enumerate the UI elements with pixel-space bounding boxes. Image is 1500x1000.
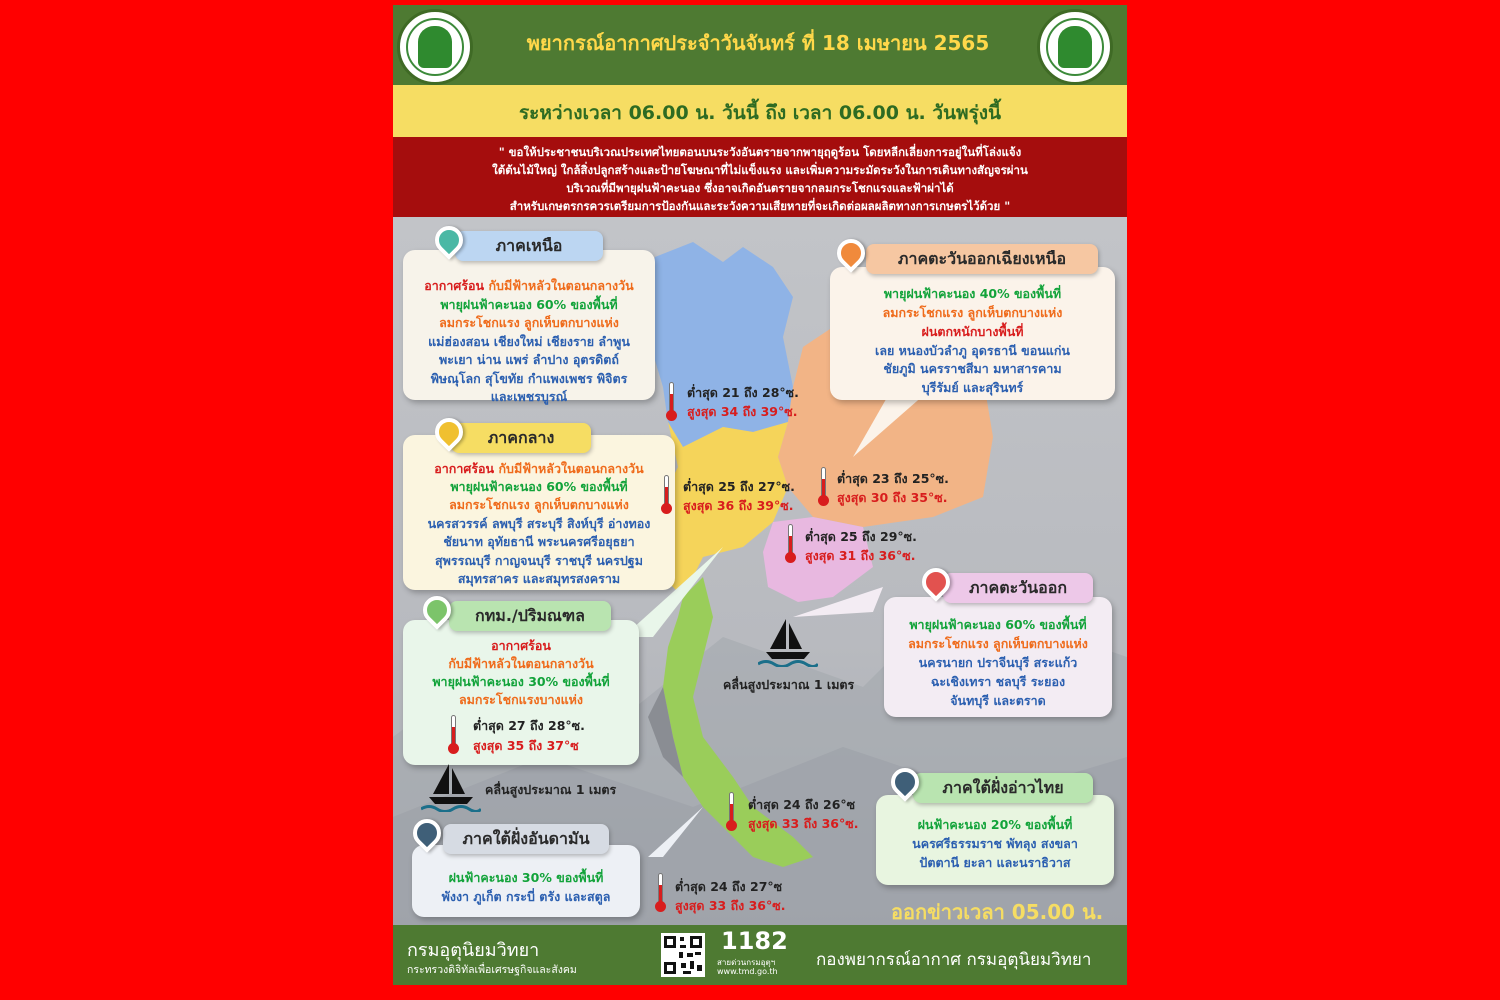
south-gulf-temp-high: สูงสุด 33 ถึง 36°ซ. — [748, 816, 859, 831]
northeast-heavy-rain: ฝนตกหนักบางพื้นที่ — [921, 324, 1024, 339]
central-provinces: ชัยนาท อุทัยธานี พระนครศรีอยุธยา — [443, 534, 635, 549]
hotline-caption: สายด่วนกรมอุตุฯ — [717, 958, 776, 967]
thermometer-icon — [726, 792, 736, 832]
central-temp-high: สูงสุด 36 ถึง 39°ซ. — [683, 498, 794, 513]
south-andaman-temp-high: สูงสุด 33 ถึง 36°ซ. — [675, 898, 786, 913]
south-gulf-title: ภาคใต้ฝั่งอ่าวไทย — [913, 773, 1093, 803]
footer-org: กรมอุตุนิยมวิทยา — [407, 940, 540, 961]
east-provinces: ฉะเชิงเทรา ชลบุรี ระยอง — [930, 674, 1066, 689]
sailboat-icon — [421, 760, 481, 812]
north-callout — [403, 250, 655, 404]
thermometer-icon — [448, 715, 458, 755]
south-andaman-title: ภาคใต้ฝั่งอันดามัน — [443, 824, 609, 854]
forecast-period: ระหว่างเวลา 06.00 น. วันนี้ ถึง เวลา 06.00 น. วันพรุ่งนี้ — [518, 102, 1002, 124]
north-provinces: พะเยา น่าน แพร่ ลำปาง อุตรดิตถ์ — [439, 352, 619, 367]
northeast-callout — [830, 267, 1115, 400]
meteorological-department-seal-icon — [1037, 9, 1113, 85]
east-title: ภาคตะวันออก — [943, 573, 1093, 603]
central-wind: ลมกระโชกแรง ลูกเห็บตกบางแห่ง — [449, 497, 629, 512]
northeast-storm: พายุฝนฟ้าคะนอง 40% ของพื้นที่ — [883, 286, 1062, 301]
north-provinces: และเพชรบูรณ์ — [490, 389, 568, 404]
northeast-temp-low: ต่ำสุด 23 ถึง 25°ซ. — [837, 471, 949, 486]
thermometer-icon — [661, 475, 671, 515]
central-provinces: สมุทรสาคร และสมุทรสงคราม — [457, 571, 621, 586]
warning-line: " ขอให้ประชาชนบริเวณประเทศไทยตอนบนระวังอันตรายจากพายุฤดูร้อน โดยหลีกเลี่ยงการอยู่ในที่โล่งแจ้ง — [498, 145, 1022, 159]
central-hot: อากาศร้อน — [434, 461, 495, 476]
central-title: ภาคกลาง — [451, 423, 591, 453]
north-temp-low: ต่ำสุด 21 ถึง 28°ซ. — [687, 385, 799, 400]
gulf-wave-height: คลื่นสูงประมาณ 1 เมตร — [723, 677, 855, 692]
north-provinces: พิษณุโลก สุโขทัย กำแพงเพชร พิจิตร — [430, 371, 628, 386]
thermometer-icon — [785, 524, 795, 564]
central-storm: พายุฝนฟ้าคะนอง 60% ของพื้นที่ — [450, 479, 628, 494]
warning-line: ใต้ต้นไม้ใหญ่ ใกล้สิ่งปลูกสร้างและป้ายโฆษณาที่ไม่แข็งแรง และเพิ่มความระมัดระวังในการเดินทางสัญจรผ่าน — [492, 163, 1028, 177]
page-title: พยากรณ์อากาศประจำวันจันทร์ ที่ 18 เมษายน 2565 — [526, 31, 990, 55]
east-wind: ลมกระโชกแรง ลูกเห็บตกบางแห่ง — [908, 636, 1088, 651]
south-gulf-temp-low: ต่ำสุด 24 ถึง 26°ซ — [748, 797, 856, 812]
north-hot-detail: กับมีฟ้าหลัวในตอนกลางวัน — [484, 278, 634, 293]
footer-division: กองพยากรณ์อากาศ กรมอุตุนิยมวิทยา — [816, 950, 1092, 970]
south-andaman-provinces: พังงา ภูเก็ต กระบี่ ตรัง และสตูล — [441, 889, 611, 904]
bangkok-hot-detail: กับมีฟ้าหลัวในตอนกลางวัน — [448, 656, 594, 671]
northeast-wind: ลมกระโชกแรง ลูกเห็บตกบางแห่ง — [882, 305, 1063, 320]
east-storm: พายุฝนฟ้าคะนอง 60% ของพื้นที่ — [909, 617, 1087, 632]
south-andaman-rain: ฝนฟ้าคะนอง 30% ของพื้นที่ — [448, 870, 604, 885]
andaman-wave-height: คลื่นสูงประมาณ 1 เมตร — [485, 782, 617, 797]
northeast-provinces: บุรีรัมย์ และสุรินทร์ — [921, 380, 1024, 395]
ministry-seal-icon — [397, 9, 473, 85]
thermometer-icon — [655, 873, 665, 913]
north-temp-high: สูงสุด 34 ถึง 39°ซ. — [687, 404, 798, 419]
bangkok-storm: พายุฝนฟ้าคะนอง 30% ของพื้นที่ — [432, 674, 610, 689]
south-gulf-rain: ฝนฟ้าคะนอง 20% ของพื้นที่ — [917, 817, 1073, 832]
qr-code-icon[interactable] — [661, 933, 705, 977]
warning-line: สำหรับเกษตรกรควรเตรียมการป้องกันและระวังความเสียหายที่จะเกิดต่อผลผลิตทางการเกษตรไว้ด้วย " — [509, 199, 1011, 213]
east-provinces: จันทบุรี และตราด — [950, 693, 1046, 708]
central-hot-detail: กับมีฟ้าหลัวในตอนกลางวัน — [494, 461, 644, 476]
bangkok-hot: อากาศร้อน — [491, 638, 551, 653]
northeast-provinces: เลย หนองบัวลำภู อุดรธานี ขอนแก่น — [875, 343, 1070, 358]
footer-ministry: กระทรวงดิจิทัลเพื่อเศรษฐกิจและสังคม — [407, 964, 577, 976]
south-gulf-provinces: ปัตตานี ยะลา และนราธิวาส — [919, 855, 1071, 870]
east-callout — [884, 597, 1112, 717]
thermometer-icon — [818, 467, 828, 507]
east-temp-low: ต่ำสุด 25 ถึง 29°ซ. — [805, 529, 917, 544]
central-temp-low: ต่ำสุด 25 ถึง 27°ซ. — [683, 479, 795, 494]
bangkok-temp-high: สูงสุด 35 ถึง 37°ซ — [473, 738, 579, 753]
northeast-provinces: ชัยภูมิ นครราชสีมา มหาสารคาม — [883, 361, 1062, 376]
north-title: ภาคเหนือ — [455, 231, 603, 261]
east-temp-high: สูงสุด 31 ถึง 36°ซ. — [805, 548, 916, 563]
north-hot: อากาศร้อน — [424, 278, 485, 293]
northeast-temp-high: สูงสุด 30 ถึง 35°ซ. — [837, 490, 948, 505]
south-andaman-callout — [412, 845, 640, 917]
south-gulf-provinces: นครศรีธรรมราช พัทลุง สงขลา — [912, 836, 1078, 851]
central-provinces: สุพรรณบุรี กาญจนบุรี ราชบุรี นครปฐม — [435, 553, 643, 568]
south-gulf-callout — [876, 795, 1114, 885]
central-callout — [403, 435, 675, 590]
northeast-title: ภาคตะวันออกเฉียงเหนือ — [866, 244, 1098, 274]
north-provinces: แม่ฮ่องสอน เชียงใหม่ เชียงราย ลำพูน — [428, 334, 630, 349]
website-link[interactable]: www.tmd.go.th — [717, 967, 778, 976]
central-provinces: นครสวรรค์ ลพบุรี สระบุรี สิงห์บุรี อ่างทอง — [427, 516, 651, 531]
forecast-poster — [393, 5, 1127, 985]
bangkok-temp-low: ต่ำสุด 27 ถึง 28°ซ. — [473, 718, 585, 733]
north-storm: พายุฝนฟ้าคะนอง 60% ของพื้นที่ — [440, 297, 618, 312]
issued-time: ออกข่าวเวลา 05.00 น. — [891, 900, 1104, 924]
warning-line: บริเวณที่มีพายุฝนฟ้าคะนอง ซึ่งอาจเกิดอันตรายจากลมกระโชกแรงและฟ้าผ่าได้ — [566, 181, 954, 195]
south-andaman-temp-low: ต่ำสุด 24 ถึง 27°ซ — [675, 879, 783, 894]
thermometer-icon — [666, 382, 676, 422]
north-wind: ลมกระโชกแรง ลูกเห็บตกบางแห่ง — [439, 315, 619, 330]
bangkok-wind: ลมกระโชกแรงบางแห่ง — [459, 692, 583, 707]
hotline-number: 1182 — [721, 927, 788, 955]
sailboat-icon — [758, 615, 818, 667]
east-provinces: นครนายก ปราจีนบุรี สระแก้ว — [918, 655, 1078, 670]
bangkok-title: กทม./ปริมณฑล — [449, 601, 611, 631]
